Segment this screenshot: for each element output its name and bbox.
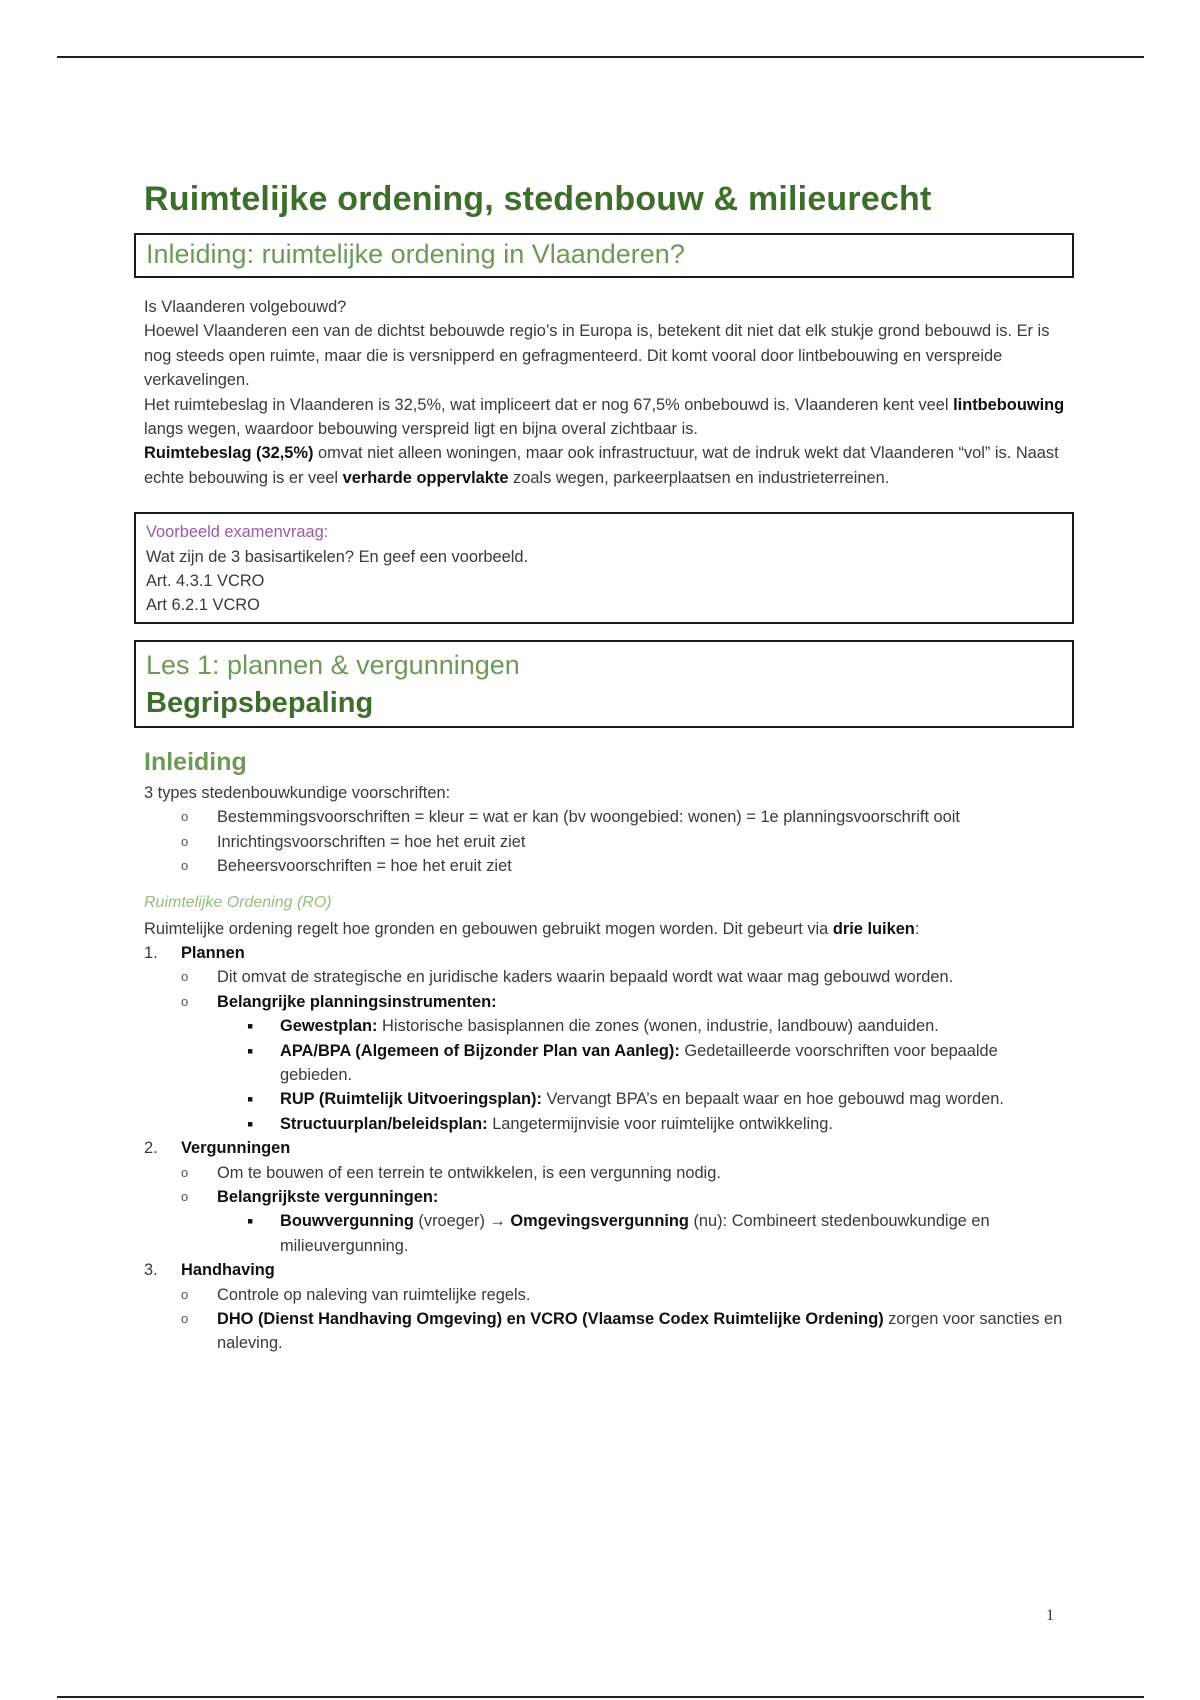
list-number: 1. xyxy=(144,943,158,962)
square-bullet-icon: ▪ xyxy=(247,1211,254,1232)
ro-luiken-list xyxy=(144,941,1074,1356)
text-run: zorgen voor sancties en naleving. xyxy=(217,1310,1063,1353)
list-item-text: Controle op naleving van ruimtelijke regels. xyxy=(217,1285,531,1304)
list-item-plannen xyxy=(144,941,1074,1136)
list-item xyxy=(144,1283,1074,1307)
circle-bullet-icon: o xyxy=(181,809,189,825)
handhaving-sublist xyxy=(144,1283,1074,1356)
text-run: langs wegen, waardoor bebouwing verspreid ligt en bijna overal zichtbaar is. xyxy=(144,420,698,439)
square-bullet-icon: ▪ xyxy=(247,1040,254,1061)
list-item-text: Belangrijke planningsinstrumenten: xyxy=(217,992,497,1011)
inleiding-heading: Inleiding xyxy=(144,747,247,776)
text-run: Het ruimtebeslag in Vlaanderen is 32,5%, wat impliceert dat er nog 67,5% onbebouwd is. Vlaanderen kent veel xyxy=(144,395,954,414)
document-title: Ruimtelijke ordening, stedenbouw & milieurecht xyxy=(144,180,932,218)
intro-paragraph-2 xyxy=(144,393,1074,442)
list-item xyxy=(144,1087,1074,1111)
circle-bullet-icon: o xyxy=(181,1311,189,1326)
intro-paragraph-3 xyxy=(144,441,1074,490)
list-item xyxy=(144,1014,1074,1038)
header-rule xyxy=(57,56,1144,58)
text-run: Ruimtelijke ordening regelt hoe gronden en gebouwen gebruikt mogen worden. Dit gebeurt via xyxy=(144,919,833,938)
text-run: (vroeger) → xyxy=(413,1212,511,1231)
document-body xyxy=(144,180,1074,1356)
bold-term: RUP (Ruimtelijk Uitvoeringsplan): xyxy=(280,1090,542,1109)
list-item xyxy=(144,965,1074,989)
exam-line-2: Art 6.2.1 VCRO xyxy=(146,596,260,615)
list-item-handhaving xyxy=(144,1258,1074,1356)
lesson-subtitle: Begripsbepaling xyxy=(146,686,374,719)
list-item xyxy=(144,854,1074,878)
exam-question: Wat zijn de 3 basisartikelen? En geef een voorbeeld. xyxy=(146,547,529,566)
footer-rule xyxy=(57,1696,1144,1698)
list-item-text: Inrichtingsvoorschriften = hoe het eruit ziet xyxy=(217,832,526,851)
list-item xyxy=(144,1039,1074,1088)
text-run: Vervangt BPA’s en bepaalt waar en hoe gebouwd mag worden. xyxy=(541,1090,1004,1109)
inleiding-intro: 3 types stedenbouwkundige voorschriften: xyxy=(144,783,451,802)
circle-bullet-icon: o xyxy=(181,1164,189,1180)
text-run: Historische basisplannen die zones (wonen, industrie, landbouw) aanduiden. xyxy=(377,1017,939,1036)
bold-term: drie luiken xyxy=(832,919,915,938)
intro-paragraph-1: Hoewel Vlaanderen een van de dichtst bebouwde regio’s in Europa is, betekent dit niet dat elk stukje grond bebouwd is. Er is nog steeds open ruimte, maar die is versnipperd en gefragmenteerd. Dit komt vooral door lintbebouwing en verspreide verkavelingen. xyxy=(144,322,1050,390)
numbered-heading xyxy=(144,1258,1074,1282)
text-run: zoals wegen, parkeerplaatsen en industrieterreinen. xyxy=(508,468,890,487)
text-run: : xyxy=(914,919,920,938)
bold-term: Ruimtebeslag (32,5%) xyxy=(144,444,314,463)
page-number: 1 xyxy=(1046,1607,1054,1624)
lesson-heading-box xyxy=(134,640,1074,728)
circle-bullet-icon: o xyxy=(181,969,189,985)
ro-intro xyxy=(144,917,1074,941)
list-item xyxy=(144,1209,1074,1258)
text-run: Gedetailleerde voorschriften voor bepaalde gebieden. xyxy=(280,1041,998,1084)
bold-term: APA/BPA (Algemeen of Bijzonder Plan van Aanleg): xyxy=(280,1041,680,1060)
list-item-text: Beheersvoorschriften = hoe het eruit ziet xyxy=(217,857,512,876)
list-item xyxy=(144,990,1074,1014)
square-bullet-icon: ▪ xyxy=(247,1113,254,1134)
vergunningen-types-list xyxy=(144,1209,1074,1258)
bold-term: Structuurplan/beleidsplan: xyxy=(280,1114,488,1133)
list-item-text: Om te bouwen of een terrein te ontwikkelen, is een vergunning nodig. xyxy=(217,1163,721,1182)
list-label: Vergunningen xyxy=(181,1139,291,1158)
intro-question: Is Vlaanderen volgebouwd? xyxy=(144,298,347,316)
list-label: Plannen xyxy=(181,943,245,962)
square-bullet-icon: ▪ xyxy=(247,1016,254,1037)
list-item xyxy=(144,1112,1074,1136)
bold-term: lintbebouwing xyxy=(953,395,1065,414)
intro-text xyxy=(144,295,1074,490)
circle-bullet-icon: o xyxy=(181,1188,189,1204)
list-item-text: Bestemmingsvoorschriften = kleur = wat er kan (bv woongebied: wonen) = 1e planningsvoorschrift ooit xyxy=(217,808,960,827)
list-item-text: Dit omvat de strategische en juridische kaders waarin bepaald wordt wat waar mag gebouwd worden. xyxy=(217,968,954,987)
list-number: 3. xyxy=(144,1261,158,1280)
circle-bullet-icon: o xyxy=(181,833,189,849)
list-item xyxy=(144,1307,1074,1356)
text-run: Langetermijnvisie voor ruimtelijke ontwikkeling. xyxy=(487,1114,833,1133)
circle-bullet-icon: o xyxy=(181,858,189,874)
bold-term: Omgevingsvergunning xyxy=(510,1212,689,1231)
list-item xyxy=(144,830,1074,854)
list-item xyxy=(144,1185,1074,1209)
square-bullet-icon: ▪ xyxy=(247,1089,254,1110)
text-run: omvat niet alleen woningen, maar ook infrastructuur, wat de indruk wekt dat Vlaanderen “vol” is. Naast echte bebouwing is er veel xyxy=(144,444,1059,487)
bold-term: Gewestplan: xyxy=(280,1017,378,1036)
bold-term: verharde oppervlakte xyxy=(342,468,509,487)
exam-label: Voorbeeld examenvraag: xyxy=(146,523,329,542)
planningsinstrumenten-list xyxy=(144,1014,1074,1136)
section-heading: Inleiding: ruimtelijke ordening in Vlaanderen? xyxy=(146,239,685,269)
circle-bullet-icon: o xyxy=(181,1286,189,1302)
circle-bullet-icon: o xyxy=(181,993,189,1009)
list-item-text: Belangrijkste vergunningen: xyxy=(217,1187,439,1206)
list-number: 2. xyxy=(144,1139,158,1158)
vergunningen-sublist xyxy=(144,1161,1074,1210)
plannen-sublist xyxy=(144,965,1074,1014)
numbered-heading xyxy=(144,1136,1074,1160)
bold-term: DHO (Dienst Handhaving Omgeving) en VCRO (Vlaamse Codex Ruimtelijke Ordening) xyxy=(217,1310,884,1328)
list-item xyxy=(144,1161,1074,1185)
bold-term: Bouwvergunning xyxy=(280,1212,414,1231)
list-label: Handhaving xyxy=(181,1261,275,1280)
exam-question-box xyxy=(134,512,1074,624)
ro-heading: Ruimtelijke Ordening (RO) xyxy=(144,893,332,911)
section-heading-box xyxy=(134,233,1074,278)
numbered-heading xyxy=(144,941,1074,965)
text-run: (nu): Combineert stedenbouwkundige en milieuvergunning. xyxy=(280,1212,990,1255)
list-item-vergunningen xyxy=(144,1136,1074,1258)
voorschriften-list xyxy=(144,805,1074,878)
exam-line-1: Art. 4.3.1 VCRO xyxy=(146,572,265,591)
lesson-title: Les 1: plannen & vergunningen xyxy=(146,649,520,680)
list-item xyxy=(144,805,1074,829)
